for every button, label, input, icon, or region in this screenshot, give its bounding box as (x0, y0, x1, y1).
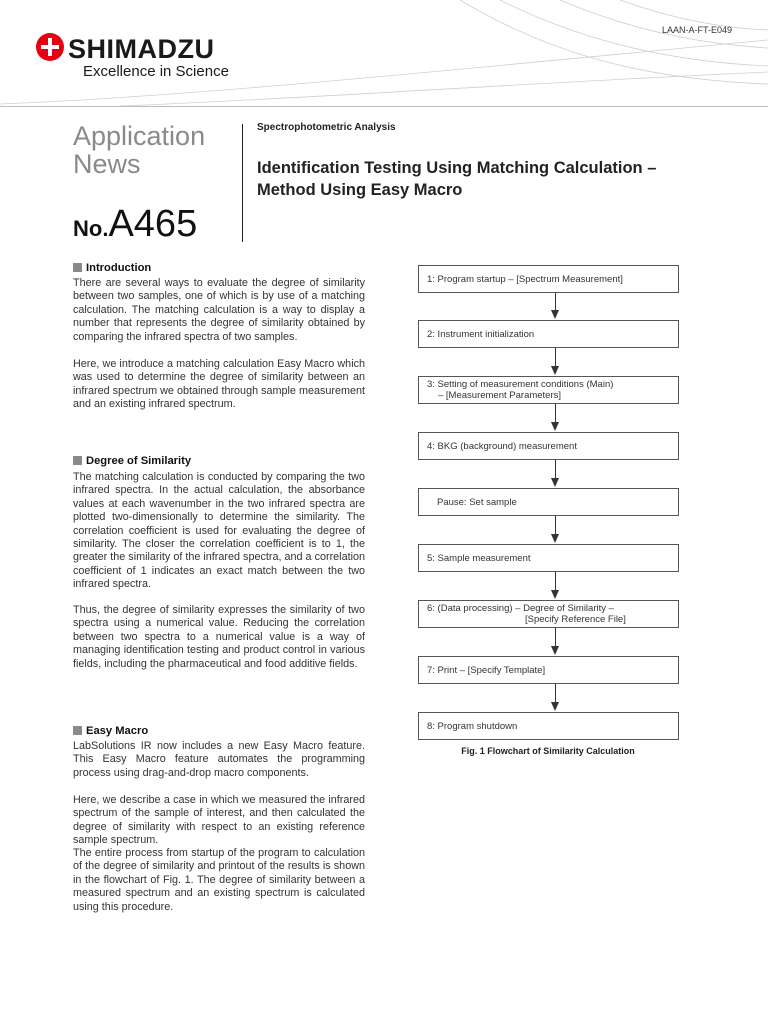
brand-name: SHIMADZU (68, 34, 215, 64)
easy-macro-heading: Easy Macro (73, 725, 148, 737)
flow-arrow (555, 628, 556, 647)
easy-macro-paragraph-3: The entire process from startup of the program to calculation of the degree of similarity and printout of the results is shown in the flowchart of Fig. 1. The degree of similarity between a measured spectrum and an existing spectrum is calculated using this procedure. (73, 847, 365, 913)
title-line2: Method Using Easy Macro (257, 181, 463, 199)
issue-number-value: A465 (108, 203, 198, 245)
flowchart-step: 3: Setting of measurement conditions (Main) – [Measurement Parameters] (418, 376, 679, 404)
figure-caption: Fig. 1 Flowchart of Similarity Calculation (461, 746, 635, 756)
flowchart-step: 4: BKG (background) measurement (418, 432, 679, 460)
brand-tagline: Excellence in Science (83, 63, 229, 80)
flow-arrow (555, 293, 556, 311)
arrow-down-icon (551, 702, 559, 711)
flow-arrow (555, 460, 556, 479)
flowchart-step: 1: Program startup – [Spectrum Measurement] (418, 265, 679, 293)
similarity-paragraph-1: The matching calculation is conducted by comparing the two infrared spectra. In the actual calculation, the absorbance values at each wavenumber in the two infrared spectra are plotted two-dimensionally to determine the similarity. The correlation coefficient is used for evaluating the degree of similarity. The closer the correlation coefficient is to 1, the greater the similarity of the infrared spectra, and a correlation coefficient of 1 indicates an exact match between the two infrared spectra. (73, 471, 365, 591)
arrow-down-icon (551, 366, 559, 375)
flowchart-step: 5: Sample measurement (418, 544, 679, 572)
introduction-paragraph-2: Here, we introduce a matching calculation Easy Macro which was used to determine the degree of similarity between an infrared spectrum we obtained through sample measurement and an existing infrared spectrum. (73, 358, 365, 411)
flowchart-step: Pause: Set sample (418, 488, 679, 516)
flow-arrow (555, 348, 556, 367)
flow-arrow (555, 684, 556, 703)
flowchart-step: 6: (Data processing) – Degree of Similarity – [Specify Reference File] (418, 600, 679, 628)
flow-arrow (555, 404, 556, 423)
arrow-down-icon (551, 646, 559, 655)
issue-number-prefix: No. (73, 216, 109, 241)
app-news-line1: Application (73, 121, 206, 151)
category-label: Spectrophotometric Analysis (257, 122, 396, 133)
similarity-paragraph-2: Thus, the degree of similarity expresses the similarity of two spectra using a numerical value. Reducing the correlation between two spectra to a numerical value is a way of managing identification testing and product control in various fields, including the pharmaceutical and food additive fields. (73, 604, 365, 670)
arrow-down-icon (551, 534, 559, 543)
flow-arrow (555, 572, 556, 591)
arrow-down-icon (551, 310, 559, 319)
arrow-down-icon (551, 422, 559, 431)
introduction-heading: Introduction (73, 262, 151, 274)
flowchart-step: 2: Instrument initialization (418, 320, 679, 348)
easy-macro-paragraph-2: Here, we describe a case in which we measured the infrared spectrum of the sample of interest, and then calculated the degree of similarity with respect to an existing reference sample spectrum. (73, 794, 365, 847)
flowchart-step: 8: Program shutdown (418, 712, 679, 740)
flowchart-step: 7: Print – [Specify Template] (418, 656, 679, 684)
title-line1: Identification Testing Using Matching Calculation – (257, 159, 657, 177)
introduction-paragraph-1: There are several ways to evaluate the degree of similarity between two samples, one of which is by use of a matching calculation. The matching calculation is a way to display a number that represents the degree of similarity obtained by comparing the infrared spectra of two samples. (73, 277, 365, 343)
arrow-down-icon (551, 478, 559, 487)
degree-of-similarity-heading: Degree of Similarity (73, 455, 191, 467)
arrow-down-icon (551, 590, 559, 599)
flow-arrow (555, 516, 556, 535)
document-number: LAAN-A-FT-E049 (661, 25, 732, 35)
easy-macro-paragraph-1: LabSolutions IR now includes a new Easy Macro feature. This Easy Macro feature automates the programming process using drag-and-drop macro components. (73, 740, 365, 779)
app-news-line2: News (73, 149, 141, 179)
